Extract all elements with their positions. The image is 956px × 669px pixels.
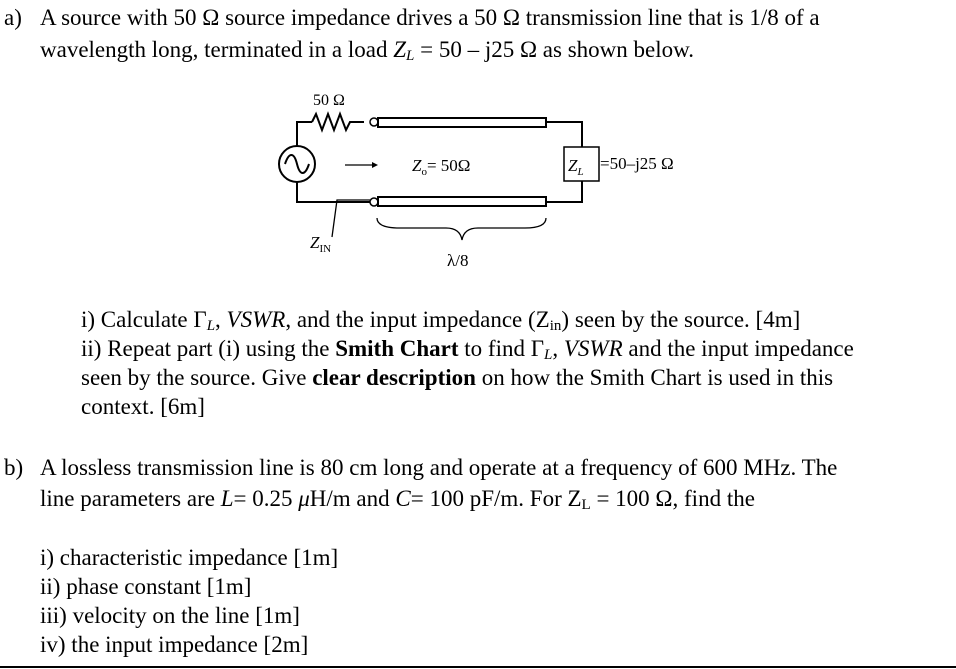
- part-b-line2-text: line parameters are: [40, 486, 221, 511]
- q2-bold-description: clear description: [312, 365, 476, 390]
- part-a-line-2-text: wavelength long, terminated in a load: [40, 37, 394, 62]
- load-top-wire: [546, 122, 582, 147]
- part-a-label: a): [4, 5, 22, 30]
- part-b-line2-text-3: H/m and: [309, 486, 396, 511]
- capacitance-symbol: C: [395, 486, 411, 511]
- part-a-question-1: [81, 306, 800, 334]
- load-subscript: L: [406, 48, 415, 64]
- q2-gamma-subscript: L: [544, 347, 553, 363]
- part-a-question-2-line-1: [81, 335, 854, 363]
- bottom-conductor: [378, 197, 546, 206]
- zin-arrow-head: [372, 162, 378, 168]
- load-symbol: Z: [393, 37, 406, 62]
- part-a-question-2-line-3: context. [6m]: [81, 394, 205, 419]
- zin-label: $Z_{IN}$: [310, 233, 332, 255]
- q2-text-3: and the input impedance: [622, 336, 854, 361]
- q1-text-2: , and the input impedance (Z: [285, 307, 550, 332]
- zin-indicator: [332, 200, 370, 237]
- transmission-line-diagram: [260, 88, 720, 278]
- q1-vswr: VSWR: [226, 307, 286, 332]
- part-a-question-2-line-2: [81, 364, 833, 392]
- q2-text: ii) Repeat part (i) using the: [81, 336, 336, 361]
- z0-label: $Z_o= 50\Omega$: [412, 156, 471, 178]
- q2-bold-smith: Smith Chart: [335, 336, 459, 361]
- length-bracket: [377, 218, 546, 240]
- part-b-label: b): [4, 455, 24, 480]
- part-b-item-2: ii) phase constant [1m]: [40, 574, 252, 599]
- q1-gamma-subscript: L: [206, 318, 216, 334]
- load-subscript-b: L: [581, 497, 591, 513]
- resistor-zigzag: [312, 114, 364, 130]
- load-box-label: $Z_L$: [568, 156, 584, 178]
- mu-symbol: μ: [298, 486, 310, 511]
- q2-sep: ,: [552, 336, 564, 361]
- q2-line2-text-2: on how the Smith Chart is used in this: [475, 365, 834, 390]
- part-b-line-1: A lossless transmission line is 80 cm long and operate at a frequency of 600 MHz. The: [40, 455, 838, 480]
- source-resistance-label: 50 Ω: [313, 92, 345, 109]
- q2-text-2: to find Γ: [458, 336, 545, 361]
- q1-text-3: ) seen by the source. [4m]: [561, 307, 801, 332]
- source-bottom-wire: [297, 182, 370, 202]
- part-a-line-2-tail: = 50 – j25 Ω as shown below.: [414, 37, 694, 62]
- top-terminal: [370, 118, 378, 126]
- length-label: λ/8: [447, 251, 469, 270]
- q2-vswr: VSWR: [563, 336, 623, 361]
- part-b-item-3: iii) velocity on the line [1m]: [40, 603, 300, 628]
- inductance-symbol: L: [220, 486, 234, 511]
- bottom-terminal: [370, 198, 378, 206]
- part-a-line-1: A source with 50 Ω source impedance drives a 50 Ω transmission line that is 1/8 of a: [40, 5, 820, 30]
- load-value: =50–j25 Ω: [600, 154, 674, 173]
- q1-zin-subscript: in: [549, 318, 562, 334]
- part-a-line-2: [40, 36, 694, 64]
- part-b-item-4: iv) the input impedance [2m]: [40, 632, 309, 657]
- top-conductor: [378, 118, 546, 127]
- part-b-line2-text-5: = 100 Ω, find the: [590, 486, 755, 511]
- q2-line2-text: seen by the source. Give: [81, 365, 313, 390]
- bottom-rule: [0, 666, 956, 668]
- load-bottom-wire: [546, 181, 582, 202]
- q1-sep: ,: [215, 307, 227, 332]
- part-b-line2-text-2: = 0.25: [233, 486, 299, 511]
- part-b-line-2: [40, 485, 755, 513]
- q1-text: i) Calculate Γ: [81, 307, 207, 332]
- part-b-item-1: i) characteristic impedance [1m]: [40, 545, 339, 570]
- part-b-line2-text-4: = 100 pF/m. For Z: [410, 486, 582, 511]
